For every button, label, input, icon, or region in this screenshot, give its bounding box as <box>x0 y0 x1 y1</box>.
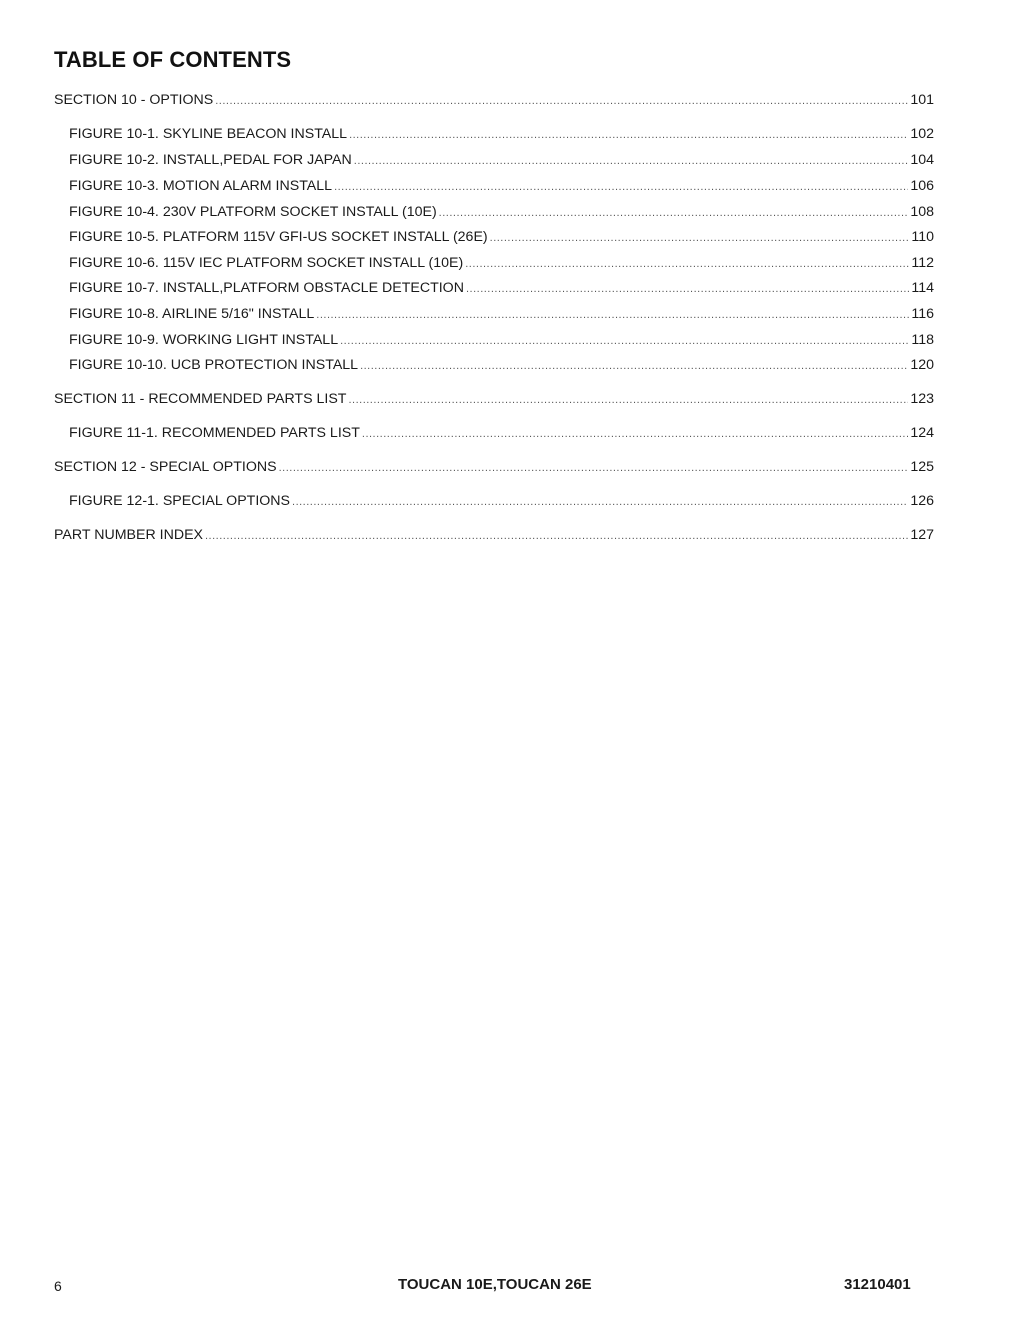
toc-entry-page: 110 <box>911 229 934 245</box>
toc-entry-page: 116 <box>911 306 934 322</box>
toc-entry-section-12[interactable] <box>54 458 934 477</box>
dot-leader <box>348 391 908 409</box>
dot-leader <box>279 459 909 477</box>
toc-entry-figure-10-7[interactable] <box>69 279 934 298</box>
toc-entry-label: FIGURE 10-1. SKYLINE BEACON INSTALL <box>69 126 348 142</box>
dot-leader <box>490 229 910 247</box>
toc-entry-label: SECTION 11 - RECOMMENDED PARTS LIST <box>54 391 347 407</box>
toc-entry-figure-10-6[interactable] <box>69 254 934 273</box>
toc-entry-figure-10-4[interactable] <box>69 203 934 222</box>
dot-leader <box>340 332 909 350</box>
toc-entry-page: 124 <box>910 425 934 441</box>
toc-entry-label: FIGURE 12-1. SPECIAL OPTIONS <box>69 493 291 509</box>
toc-entry-label: FIGURE 10-10. UCB PROTECTION INSTALL <box>69 357 359 373</box>
dot-leader <box>215 92 908 110</box>
toc-entry-figure-10-1[interactable] <box>69 125 934 144</box>
toc-entry-label: FIGURE 10-9. WORKING LIGHT INSTALL <box>69 332 339 348</box>
toc-entry-page: 120 <box>910 357 934 373</box>
toc-entry-page: 102 <box>910 126 934 142</box>
toc-entry-figure-10-9[interactable] <box>69 331 934 350</box>
toc-entry-label: FIGURE 10-6. 115V IEC PLATFORM SOCKET INSTALL (10E) <box>69 255 464 271</box>
dot-leader <box>316 306 909 324</box>
page-title: TABLE OF CONTENTS <box>54 47 292 72</box>
toc-entry-figure-10-2[interactable] <box>69 151 934 170</box>
toc-entry-figure-12-1[interactable] <box>69 492 934 511</box>
toc-entry-label: FIGURE 10-7. INSTALL,PLATFORM OBSTACLE DETECTION <box>69 280 464 296</box>
toc-entry-figure-10-8[interactable] <box>69 305 934 324</box>
toc-entry-figure-10-10[interactable] <box>69 356 934 375</box>
toc-entry-label: FIGURE 10-8. AIRLINE 5/16" INSTALL <box>69 306 315 322</box>
toc-entry-page: 101 <box>910 92 934 108</box>
toc-entry-page: 114 <box>911 280 934 296</box>
toc-entry-label: FIGURE 10-4. 230V PLATFORM SOCKET INSTALL (10E) <box>69 204 437 220</box>
toc-entry-section-11[interactable] <box>54 390 934 409</box>
toc-entry-label: SECTION 12 - SPECIAL OPTIONS <box>54 459 277 475</box>
toc-entry-section-10[interactable] <box>54 91 934 110</box>
toc-entry-label: FIGURE 10-3. MOTION ALARM INSTALL <box>69 178 333 194</box>
toc-entry-label: FIGURE 10-5. PLATFORM 115V GFI-US SOCKET INSTALL (26E) <box>69 229 488 245</box>
dot-leader <box>465 255 909 273</box>
toc-entry-page: 104 <box>910 152 934 168</box>
dot-leader <box>205 527 908 545</box>
toc-entry-label: SECTION 10 - OPTIONS <box>54 92 214 108</box>
dot-leader <box>439 204 909 222</box>
toc-entry-page: 123 <box>910 391 934 407</box>
toc-entry-page: 112 <box>911 255 934 271</box>
dot-leader <box>466 280 909 298</box>
toc-entry-figure-10-5[interactable] <box>69 228 934 247</box>
toc-entry-page: 108 <box>910 204 934 220</box>
dot-leader <box>362 425 908 443</box>
footer-doc-number: 31210401 <box>844 1276 911 1293</box>
dot-leader <box>349 126 908 144</box>
toc-entry-page: 125 <box>910 459 934 475</box>
toc-entry-label: FIGURE 11-1. RECOMMENDED PARTS LIST <box>69 425 360 441</box>
toc-entry-label: FIGURE 10-2. INSTALL,PEDAL FOR JAPAN <box>69 152 352 168</box>
toc-entry-page: 106 <box>910 178 934 194</box>
dot-leader <box>354 152 909 170</box>
footer-doc-title: TOUCAN 10E,TOUCAN 26E <box>398 1276 592 1293</box>
toc-entry-figure-10-3[interactable] <box>69 177 934 196</box>
dot-leader <box>334 178 908 196</box>
toc-entry-page: 126 <box>910 493 934 509</box>
dot-leader <box>360 357 908 375</box>
toc-entry-figure-11-1[interactable] <box>69 424 934 443</box>
toc-entry-page: 118 <box>911 332 934 348</box>
toc-entry-label: PART NUMBER INDEX <box>54 527 203 543</box>
toc-entry-part-number-index[interactable] <box>54 526 934 545</box>
toc-entry-page: 127 <box>910 527 934 543</box>
dot-leader <box>292 493 908 511</box>
footer-page-number: 6 <box>54 1278 62 1294</box>
